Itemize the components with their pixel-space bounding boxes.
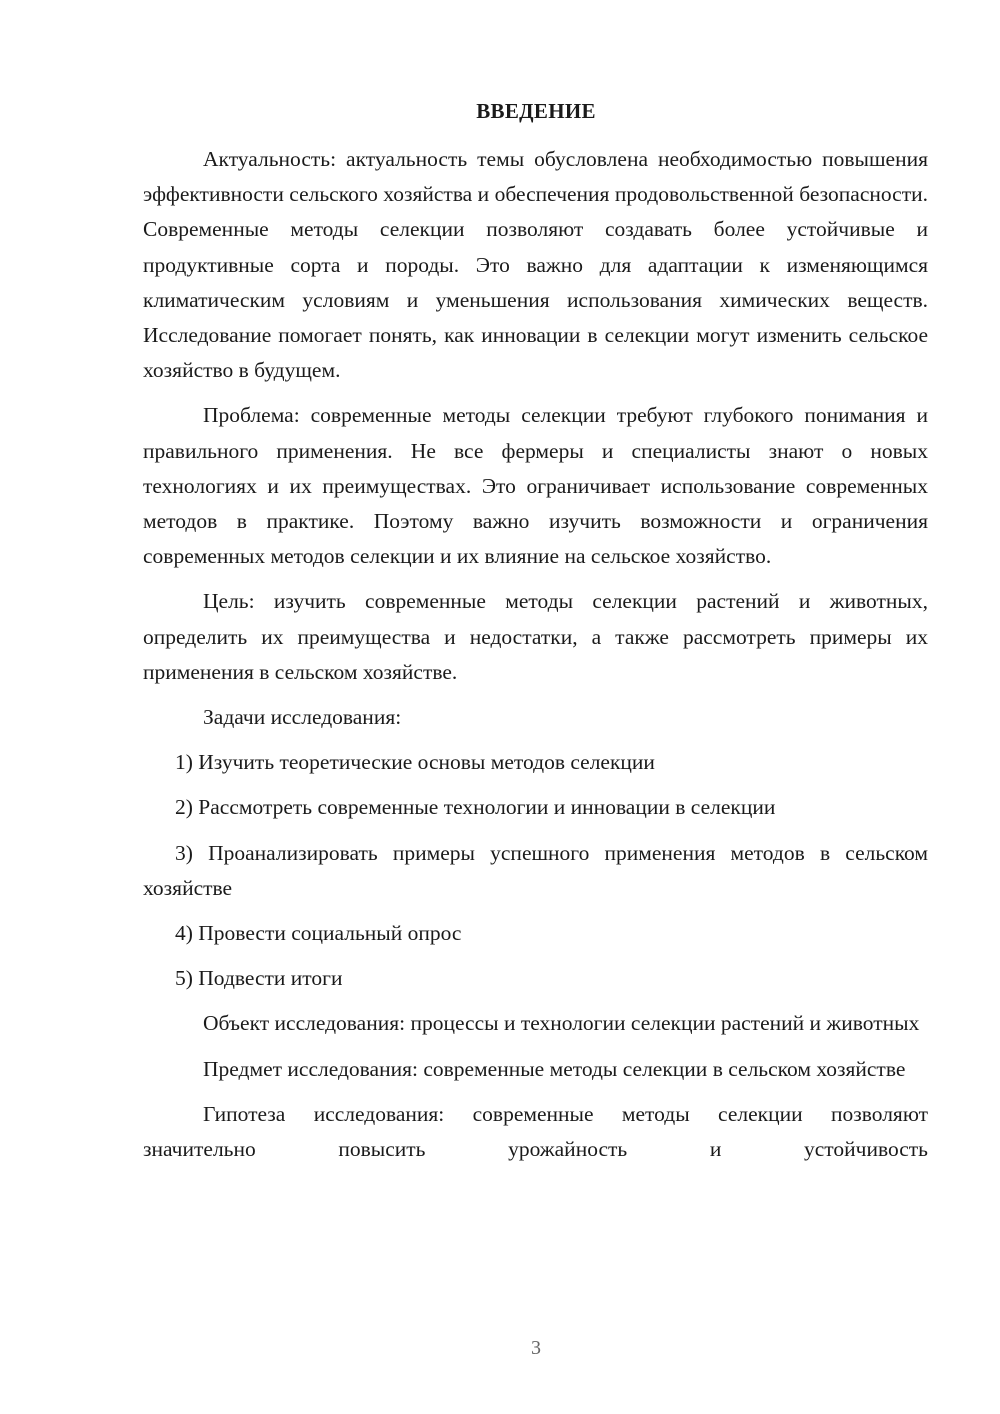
task-item: 5) Подвести итоги xyxy=(175,966,343,991)
task-item: 2) Рассмотреть современные технологии и инновации в селекции xyxy=(175,795,776,820)
paragraph-hypothesis: Гипотеза исследования: современные методы селекции позволяют значительно повысить урожайность и устойчивость xyxy=(143,1101,928,1162)
page-number: 3 xyxy=(531,1337,541,1359)
page-title: ВВЕДЕНИЕ xyxy=(476,99,596,123)
task-item: 4) Провести социальный опрос xyxy=(175,921,462,946)
document-body xyxy=(143,142,928,1167)
paragraph-goal: Цель: изучить современные методы селекции растений и животных, определить их преимущества и недостатки, а также рассмотреть примеры их применения в сельском хозяйстве. xyxy=(143,589,928,684)
task-item: 3) Проанализировать примеры успешного применения методов в сельском хозяйстве xyxy=(143,840,928,900)
task-item: 1) Изучить теоретические основы методов селекции xyxy=(175,750,655,775)
paragraph-subject: Предмет исследования: современные методы селекции в сельском хозяйстве xyxy=(203,1056,906,1081)
paragraph-relevance: Актуальность: актуальность темы обусловлена необходимостью повышения эффективности сельского хозяйства и обеспечения продовольственной безопасности. Современные методы селекции позволяют создавать более устойчивые и продуктивные сорта и породы. Это важно для адаптации к изменяющимся климатическим условиям и уменьшения использования химических веществ. Исследование помогает понять, как инновации в селекции могут изменить сельское хозяйство в будущем. xyxy=(143,147,928,383)
paragraph-problem: Проблема: современные методы селекции требуют глубокого понимания и правильного применения. Не все фермеры и специалисты знают о новых технологиях и их преимуществах. Это ограничивает использование современных методов в практике. Поэтому важно изучить возможности и ограничения современных методов селекции и их влияние на сельское хозяйство. xyxy=(143,403,928,569)
paragraph-object: Объект исследования: процессы и технологии селекции растений и животных xyxy=(203,1011,920,1036)
paragraph-tasks-heading: Задачи исследования: xyxy=(203,705,402,730)
